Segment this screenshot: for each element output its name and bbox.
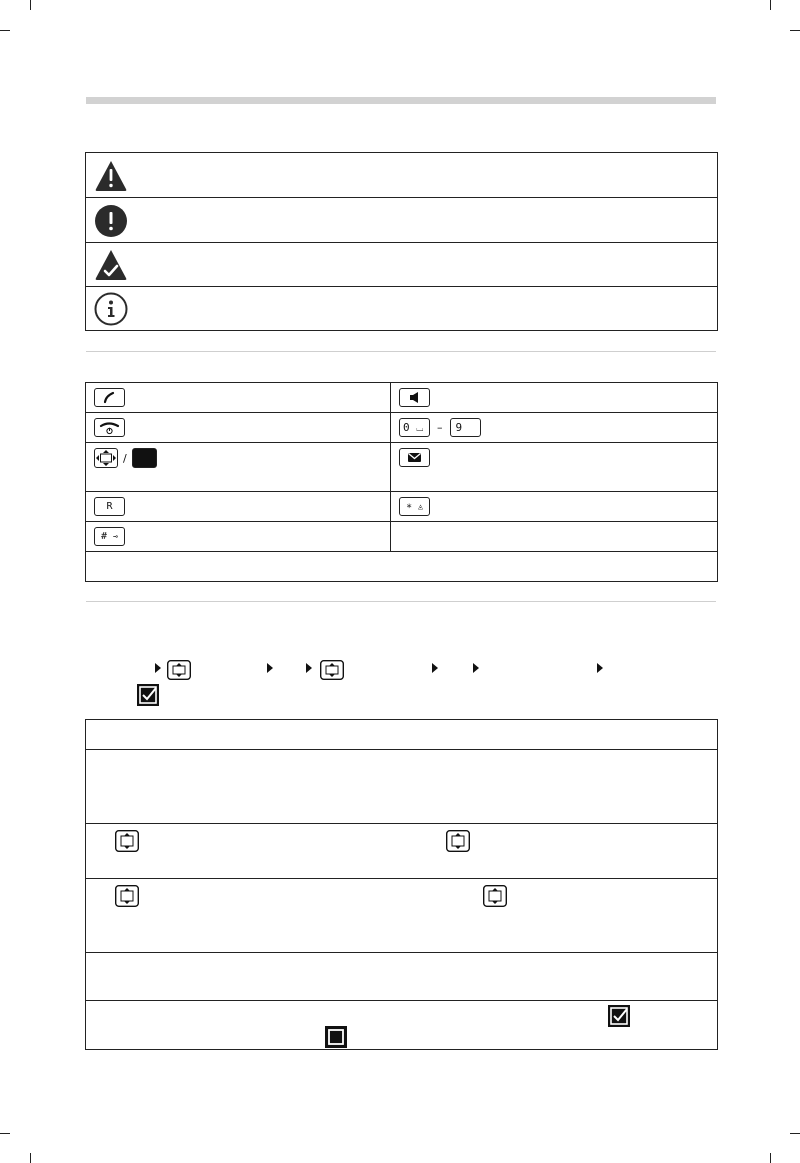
nav-key-icon	[446, 830, 470, 852]
key-cell-hash	[86, 522, 391, 552]
key-lock-icon: ⊸	[113, 532, 118, 541]
bell-icon: ◬	[418, 502, 423, 511]
speaker-icon	[400, 389, 429, 406]
keys-table-footer	[86, 552, 718, 582]
key-cell-speaker	[391, 383, 718, 413]
crop-mark	[0, 30, 10, 31]
checkbox-checked-icon	[137, 684, 159, 706]
steps-row	[86, 1001, 718, 1050]
warning-triangle-icon	[94, 159, 128, 193]
arrow-right-icon	[473, 663, 479, 673]
nav-key-icon	[320, 660, 344, 680]
notice-row-prerequisite	[86, 243, 718, 287]
hash-key-label: #	[101, 531, 108, 542]
steps-row	[86, 720, 718, 750]
arrow-right-icon	[597, 663, 603, 673]
key-cell-digits	[391, 413, 718, 443]
notice-row-important	[86, 198, 718, 243]
digit-0-sublabel: ⌴	[416, 424, 424, 434]
key-cell-end	[86, 413, 391, 443]
range-dash: –	[437, 421, 443, 434]
hash-key	[94, 527, 125, 546]
digit-key-9: 9	[450, 418, 481, 437]
crop-mark	[770, 1153, 771, 1163]
speaker-key	[399, 388, 430, 407]
end-call-icon	[95, 419, 124, 436]
envelope-icon	[400, 449, 429, 466]
crop-mark	[790, 30, 800, 31]
steps-table	[85, 719, 718, 1050]
key-cell-message	[391, 443, 718, 492]
steps-row	[86, 879, 718, 953]
key-cell-recall	[86, 492, 391, 522]
header-rule	[86, 97, 716, 104]
key-cell-empty	[391, 522, 718, 552]
crop-mark	[30, 1153, 31, 1163]
nav-key-icon	[167, 660, 191, 680]
notice-box	[85, 152, 718, 331]
range-dash: /	[123, 451, 127, 465]
keys-table	[85, 382, 718, 582]
nav-key-icon	[115, 885, 139, 907]
digit-key-0	[399, 418, 430, 437]
section-divider	[86, 351, 716, 352]
message-key	[399, 448, 430, 467]
info-circle-icon	[94, 292, 128, 326]
phone-handset-icon	[95, 389, 124, 406]
key-cell-star	[391, 492, 718, 522]
steps-row	[86, 953, 718, 1001]
section-divider	[86, 601, 716, 602]
end-call-key	[94, 418, 125, 437]
nav-key	[94, 448, 118, 468]
crop-mark	[0, 1133, 10, 1134]
steps-row	[86, 750, 718, 824]
crop-mark	[790, 1133, 800, 1134]
menu-key	[132, 448, 157, 468]
procedure-path	[86, 660, 716, 710]
exclamation-circle-icon	[94, 204, 128, 238]
star-key-label: ∗	[406, 501, 413, 512]
arrow-right-icon	[267, 663, 273, 673]
check-triangle-icon	[94, 248, 128, 282]
arrow-right-icon	[306, 663, 312, 673]
crop-mark	[30, 0, 31, 10]
key-cell-nav	[86, 443, 391, 492]
key-cell-talk	[86, 383, 391, 413]
checkbox-unchecked-icon	[325, 1026, 347, 1048]
talk-key	[94, 388, 125, 407]
recall-key: R	[94, 497, 125, 516]
star-key	[399, 497, 430, 516]
nav-key-icon	[483, 885, 507, 907]
notice-row-info	[86, 287, 718, 331]
steps-row	[86, 824, 718, 879]
arrow-right-icon	[155, 663, 161, 673]
nav-key-icon	[115, 830, 139, 852]
nav-key-icon	[95, 449, 117, 467]
arrow-right-icon	[432, 663, 438, 673]
checkbox-checked-icon	[608, 1005, 630, 1027]
notice-row-warning	[86, 153, 718, 198]
crop-mark	[770, 0, 771, 10]
digit-0-label: 0	[403, 421, 410, 434]
